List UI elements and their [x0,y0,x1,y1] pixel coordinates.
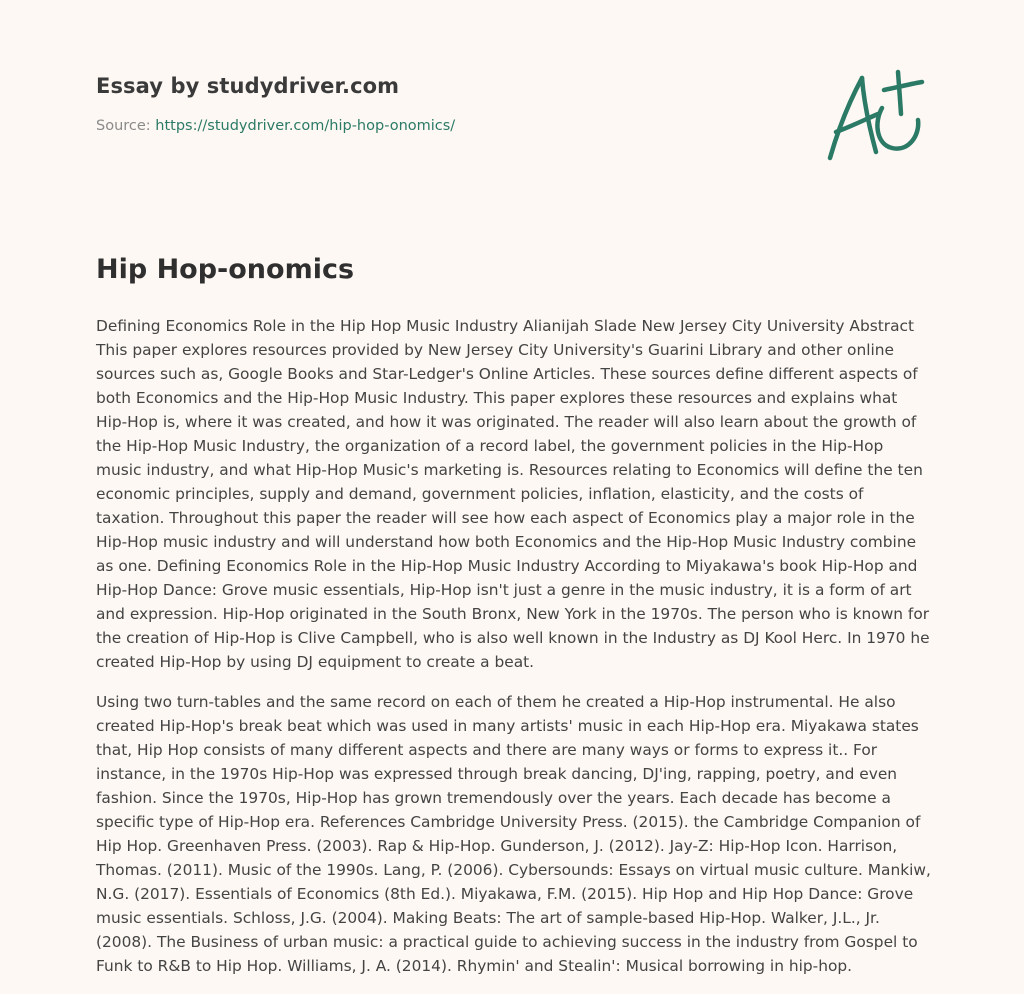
plus-vertical [898,72,901,114]
paragraph-2: Using two turn-tables and the same record on each of them he created a Hip-Hop instrumental. He also created Hip-Hop's break beat which was used in many artists' music in each Hip-Hop era. Miyakawa states that, Hip Hop consists of many different aspects and there are many ways or forms to express it.. For instance, in the 1970s Hip-Hop was expressed through break dancing, DJ'ing, rapping, poetry, and even fashion. Since the 1970s, Hip-Hop has grown tremendously over the years. Each decade has become a specific type of Hip-Hop era. References Cambridge University Press. (2015). the Cambridge Companion of Hip Hop. Greenhaven Press. (2003). Rap & Hip-Hop. Gunderson, J. (2012). Jay-Z: Hip-Hop Icon. Harrison, Thomas. (2011). Music of the 1990s. Lang, P. (2006). Cybersounds: Essays on virtual music culture. Mankiw, N.G. (2017). Essentials of Economics (8th Ed.). Miyakawa, F.M. (2015). Hip Hop and Hip Hop Dance: Grove music essentials. Schloss, J.G. (2004). Making Beats: The art of sample-based Hip-Hop. Walker, J.L., Jr. (2008). The Business of urban music: a practical guide to achieving success in the industry from Gospel to Funk to R&B to Hip Hop. Williams, J. A. (2014). Rhymin' and Stealin': Musical borrowing in hip-hop. [96,693,931,975]
brand-title: Essay by studydriver.com [96,74,400,98]
plus-horizontal [884,82,922,90]
article-title: Hip Hop-onomics [96,254,355,285]
a-left-stroke [830,78,862,158]
source-label: Source: [96,118,151,134]
a-plus-grade-icon [822,68,928,164]
article-body [96,314,932,994]
circle-swoosh [877,108,918,149]
source-line [96,118,796,134]
paragraph-1: Defining Economics Role in the Hip Hop Music Industry Alianijah Slade New Jersey City University Abstract This paper explores resources provided by New Jersey City University's Guarini Library and other online sources such as, Google Books and Star-Ledger's Online Articles. These sources define different aspects of both Economics and the Hip-Hop Music Industry. This paper explores these resources and explains what Hip-Hop is, where it was created, and how it was originated. The reader will also learn about the growth of the Hip-Hop Music Industry, the organization of a record label, the government policies in the Hip-Hop music industry, and what Hip-Hop Music's marketing is. Resources relating to Economics will define the ten economic principles, supply and demand, government policies, inflation, elasticity, and the costs of taxation. Throughout this paper the reader will see how each aspect of Economics play a major role in the Hip-Hop music industry and will understand how both Economics and the Hip-Hop Music Industry combine as one. Defining Economics Role in the Hip-Hop Music Industry According to Miyakawa's book Hip-Hop and Hip-Hop Dance: Grove music essentials, Hip-Hop isn't just a genre in the music industry, it is a form of art and expression. Hip-Hop originated in the South Bronx, New York in the 1970s. The person who is known for the creation of Hip-Hop is Clive Campbell, who is also well known in the Industry as DJ Kool Herc. In 1970 he created Hip-Hop by using DJ equipment to create a beat. [96,317,930,671]
a-plus-logo-svg [822,68,928,164]
site-header [96,74,796,134]
source-link[interactable]: https://studydriver.com/hip-hop-onomics/ [155,118,456,134]
